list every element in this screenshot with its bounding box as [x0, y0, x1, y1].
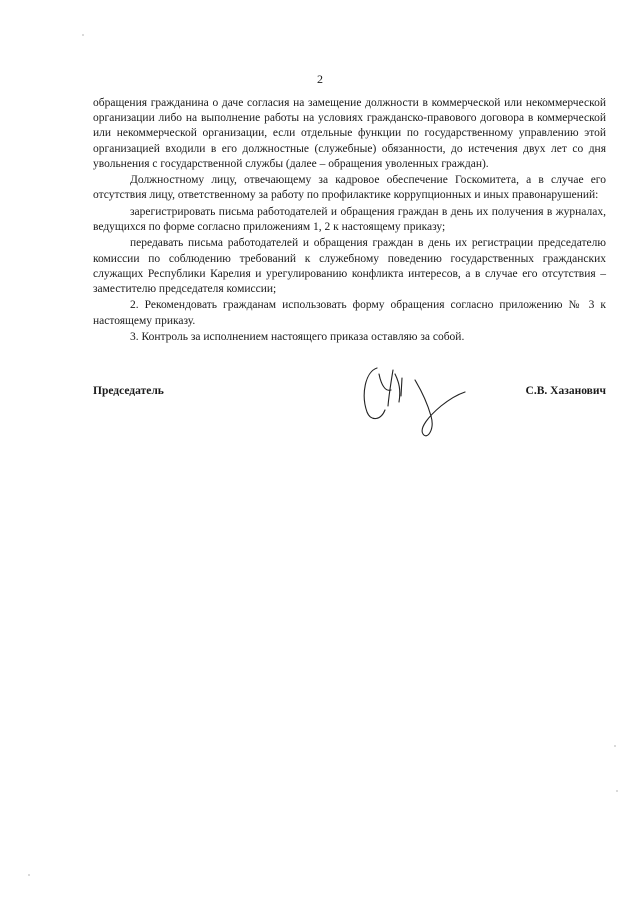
scan-speck — [614, 745, 616, 747]
paragraph-responsible-person: Должностному лицу, отвечающему за кадровое обеспечение Госкомитета, а в случае его отсутствия лицу, ответственному за работу по профилактике коррупционных и иных правонарушений: — [93, 174, 606, 202]
paragraph-forward-letters: передавать письма работодателей и обращения граждан в день их регистрации председателю комиссии по соблюдению требований к служебному поведению государственных гражданских служащих Республики Карелия и урегулированию конфликта интересов, а в случае его отсутствия – заместителю председателя комиссии; — [93, 237, 606, 295]
paragraph-continuation: обращения гражданина о даче согласия на замещение должности в коммерческой или некоммерческой организации либо на выполнение работы на условиях гражданско-правового договора в коммерческой или некоммерческой организации, если отдельные функции по государственному управлению этой организацией входили в его должностные (служебные) обязанности, до истечения двух лет со дня увольнения с государственной службы (далее – обращения уволенных граждан). — [93, 97, 606, 170]
page-number: 2 — [317, 72, 323, 86]
scan-speck — [28, 874, 30, 876]
signer-name: С.В. Хазанович — [525, 385, 606, 397]
signature-row — [93, 384, 606, 404]
paragraph-register-letters: зарегистрировать письма работодателей и обращения граждан в день их получения в журналах, ведущихся по форме согласно приложениям 1, 2 к настоящему приказу; — [93, 205, 606, 233]
scan-speck — [82, 34, 84, 36]
paragraph-control: 3. Контроль за исполнением настоящего приказа оставляю за собой. — [130, 330, 465, 343]
paragraph-recommend-form: 2. Рекомендовать гражданам использовать форму обращения согласно приложению № 3 к настоящему приказу. — [93, 299, 606, 327]
scan-speck — [616, 790, 618, 792]
signer-title: Председатель — [93, 385, 164, 397]
signature-image — [355, 360, 475, 445]
document-body — [93, 96, 606, 346]
